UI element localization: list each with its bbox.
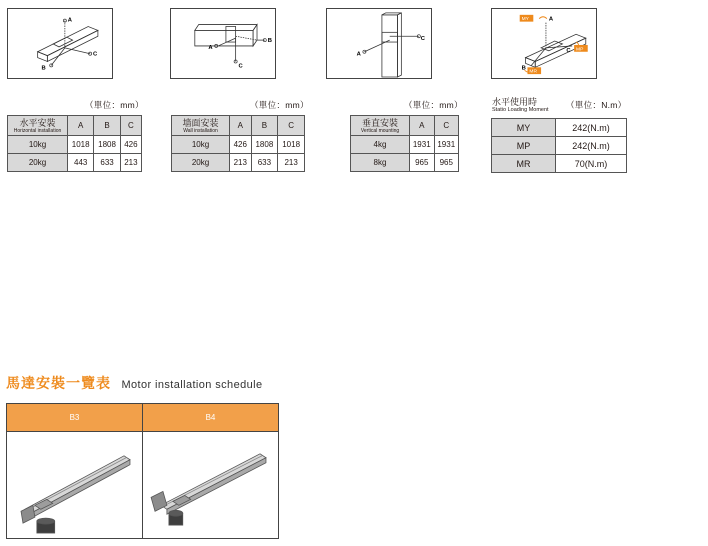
section-title-en: Motor installation schedule	[121, 379, 263, 391]
motor-column-b4	[142, 404, 278, 538]
badge-my: MY	[521, 17, 529, 23]
table-cell: 965	[434, 154, 459, 172]
unit-caption: （單位：mm）	[404, 100, 463, 110]
table-row	[172, 136, 305, 154]
row-label: 4kg	[351, 136, 410, 154]
table-cell: 213	[278, 154, 305, 172]
table-row	[351, 136, 459, 154]
row-label: 20kg	[172, 154, 230, 172]
header-en: Wall installation	[183, 127, 218, 134]
badge-mr: MR	[529, 69, 537, 75]
static-moment-diagram	[491, 8, 597, 79]
label-c: C	[566, 47, 571, 54]
label-a: A	[548, 16, 554, 23]
table-cell: 426	[230, 136, 252, 154]
wall-install-diagram	[170, 8, 276, 79]
table-cell: 426	[120, 136, 141, 154]
table-cell: 1018	[278, 136, 305, 154]
header-en: Horizontal installation	[13, 127, 62, 134]
unit-caption: （單位：N.m）	[566, 100, 627, 110]
table-cell: 633	[94, 154, 120, 172]
section-title	[6, 373, 263, 393]
column-header: B	[94, 116, 120, 136]
table-cell: 70(N.m)	[556, 155, 627, 173]
header-en: Vertical mounting	[360, 127, 400, 134]
unit-caption: （單位：mm）	[85, 100, 144, 110]
label-c: C	[420, 36, 426, 43]
table-cell: 213	[120, 154, 141, 172]
table-row	[492, 119, 627, 137]
table-cell: 1931	[410, 136, 435, 154]
label-c: C	[238, 63, 243, 70]
column-header: A	[230, 116, 252, 136]
static-moment-title-en: Statio Loading Moment	[492, 107, 549, 113]
table-row	[8, 136, 142, 154]
table-row	[8, 154, 142, 172]
horizontal-install-table	[7, 115, 142, 172]
column-header: C	[120, 116, 141, 136]
row-label: 10kg	[172, 136, 230, 154]
column-header: C	[434, 116, 459, 136]
table-cell: 1808	[251, 136, 278, 154]
horizontal-install-diagram	[7, 8, 113, 79]
label-b: B	[521, 65, 526, 72]
label-b: B	[267, 38, 272, 45]
row-label: 10kg	[8, 136, 68, 154]
unit-caption: （單位：mm）	[250, 100, 309, 110]
motor-column-b3	[7, 404, 142, 538]
label-a: A	[67, 17, 72, 24]
column-header: A	[68, 116, 94, 136]
table-cell: 965	[410, 154, 435, 172]
label-c: C	[93, 51, 98, 58]
column-header: B3	[7, 404, 142, 432]
table-header	[351, 116, 410, 136]
table-cell: 242(N.m)	[556, 137, 627, 155]
label-a: A	[356, 51, 361, 58]
badge-mp: MP	[576, 47, 584, 53]
table-row	[492, 137, 627, 155]
table-header	[8, 116, 68, 136]
row-label: 8kg	[351, 154, 410, 172]
table-header	[172, 116, 230, 136]
table-cell: 633	[251, 154, 278, 172]
row-label: 20kg	[8, 154, 68, 172]
table-row	[172, 154, 305, 172]
static-moment-title-zh: 水平使用時	[492, 97, 538, 107]
row-label: MP	[492, 137, 556, 155]
header-zh: 墙面安装	[182, 117, 219, 128]
wall-install-table	[171, 115, 305, 172]
label-b: B	[41, 65, 46, 72]
row-label: MR	[492, 155, 556, 173]
table-cell: 1018	[68, 136, 94, 154]
static-moment-table	[491, 118, 627, 173]
column-header: B4	[143, 404, 278, 432]
table-cell: 443	[68, 154, 94, 172]
table-cell: 1808	[94, 136, 120, 154]
vertical-install-table	[350, 115, 459, 172]
table-cell: 213	[230, 154, 252, 172]
header-zh: 垂直安裝	[361, 117, 398, 128]
label-a: A	[208, 44, 213, 51]
column-header: B	[251, 116, 278, 136]
row-label: MY	[492, 119, 556, 137]
section-title-zh: 馬達安裝一覽表	[6, 375, 111, 391]
motor-install-table	[6, 403, 279, 539]
table-cell: 1931	[434, 136, 459, 154]
motor-b4-image	[143, 432, 278, 538]
header-zh: 水平安裝	[19, 117, 56, 128]
motor-b3-image	[7, 432, 142, 538]
table-cell: 242(N.m)	[556, 119, 627, 137]
column-header: A	[410, 116, 435, 136]
table-row	[351, 154, 459, 172]
static-moment-title	[492, 97, 549, 114]
table-row	[492, 155, 627, 173]
vertical-install-diagram	[326, 8, 432, 79]
column-header: C	[278, 116, 305, 136]
